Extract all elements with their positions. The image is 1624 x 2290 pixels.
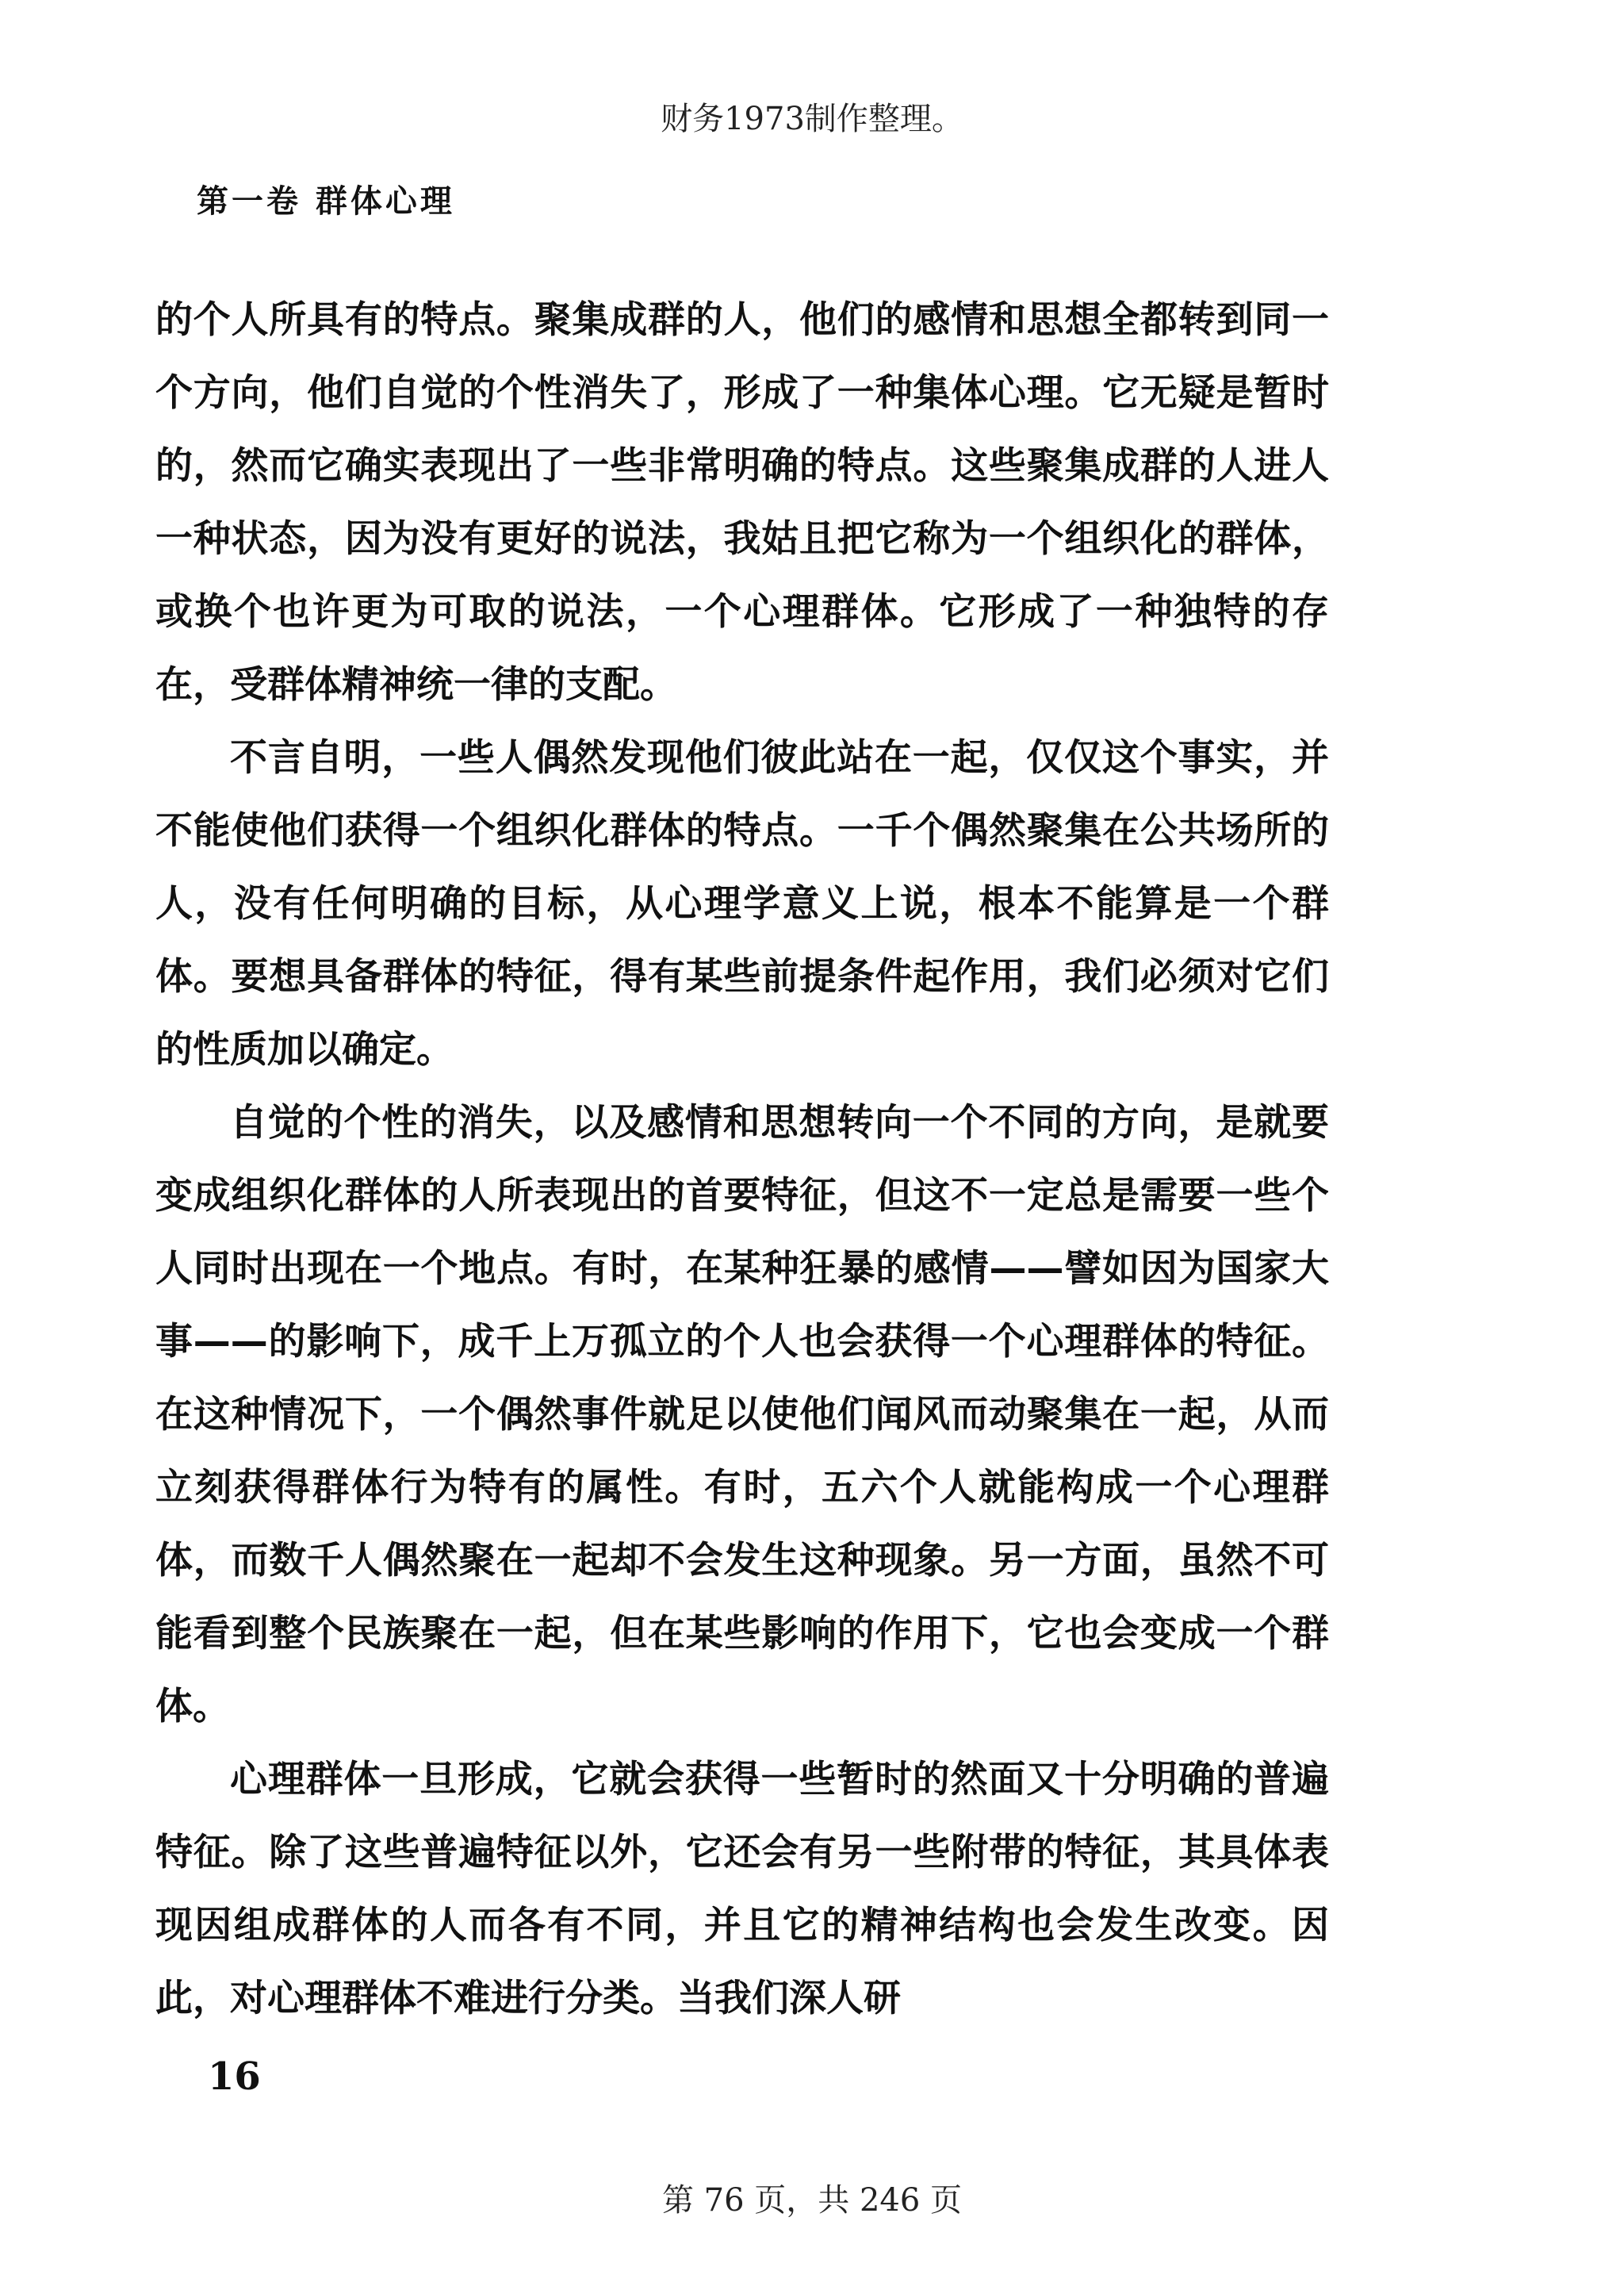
running-head: 第一卷 群体心理	[197, 183, 455, 220]
paragraph-1: 的个人所具有的特点。聚集成群的人，他们的感情和思想全都转到同一个方向，他们自觉的个性消失了，形成了一种集体心理。它无疑是暂时的，然而它确实表现出了一些非常明确的特点。这些聚集成群的人进人一种状态，因为没有更好的说法，我姑且把它称为一个组织化的群体，或换个也许更为可取的说法，一个心理群体。它形成了一种独特的存在，受群体精神统一律的支配。	[155, 298, 1329, 707]
page-number: 16	[208, 2054, 261, 2099]
paragraph-4: 心理群体一旦形成，它就会获得一些暂时的然面又十分明确的普遍特征。除了这些普遍特征以外，它还会有另一些附带的特征，其具体表现因组成群体的人而各有不同，并且它的精神结构也会发生改变。因此，对心理群体不难进行分类。当我们深人研	[155, 1758, 1329, 2020]
paragraph-2: 不言自明，一些人偶然发现他们彼此站在一起，仅仅这个事实，并不能使他们获得一个组织化群体的特点。一千个偶然聚集在公共场所的人，没有任何明确的目标，从心理学意义上说，根本不能算是一个群体。要想具备群体的特征，得有某些前提条件起作用，我们必须对它们的性质加以确定。	[155, 736, 1329, 1072]
paragraph-3: 自觉的个性的消失，以及感情和思想转向一个不同的方向，是就要变成组织化群体的人所表现出的首要特征，但这不一定总是需要一些个人同时出现在一个地点。有时，在某种狂暴的感情——譬如因为国家大事——的影响下，成千上万孤立的个人也会获得一个心理群体的特征。在这种情况下，一个偶然事件就足以使他们闻风而动聚集在一起，从而立刻获得群体行为特有的属性。有时，五六个人就能构成一个心理群体，而数千人偶然聚在一起却不会发生这种现象。另一方面，虽然不可能看到整个民族聚在一起，但在某些影响的作用下，它也会变成一个群体。	[155, 1101, 1329, 1728]
watermark-text: 财务1973制作整理。	[661, 101, 963, 137]
page-footer: 第 76 页，共 246 页	[661, 2182, 963, 2219]
body-text	[155, 284, 1329, 2035]
